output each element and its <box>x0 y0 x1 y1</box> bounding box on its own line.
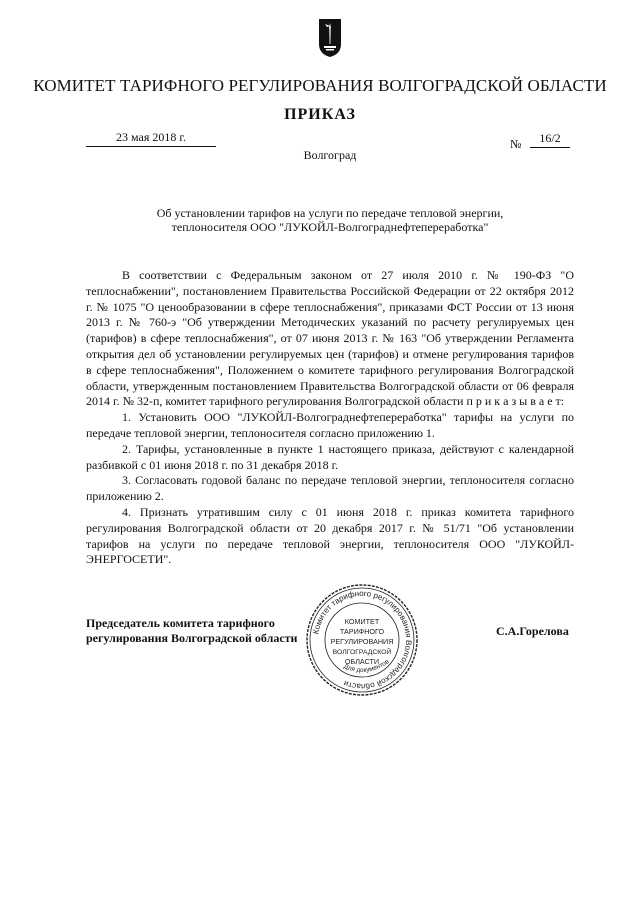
stamp-center-line-2: ТАРИФНОГО <box>339 627 385 636</box>
document-number: 16/2 <box>530 131 570 148</box>
document-number-label: № <box>510 137 522 151</box>
order-item-2: 2. Тарифы, установленные в пункте 1 настоящего приказа, действуют с календарной разбивкой с 01 июня 2018 г. по 31 декабря 2018 г. <box>86 441 574 472</box>
subject-line-1: Об установлении тарифов на услуги по передаче тепловой энергии, <box>156 206 504 220</box>
stamp-center-line-1: КОМИТЕТ <box>344 617 380 626</box>
stamp-ring-text: Комитет тарифного регулирования Волгоградской области <box>311 588 414 692</box>
document-city: Волгоград <box>303 148 357 162</box>
document-subject <box>130 206 530 234</box>
signatory-position <box>86 616 297 646</box>
signatory-name: С.А.Горелова <box>496 624 569 638</box>
order-item-1: 1. Установить ООО "ЛУКОЙЛ-Волгограднефтепереработка" тарифы на услуги по передаче тепловой энергии, теплоносителя согласно приложению 1. <box>86 410 574 440</box>
order-item-4: 4. Признать утратившим силу с 01 июня 2018 г. приказ комитета тарифного регулирования Волгоградской области от 20 декабря 2017 г. № 51/71 "Об установлении тарифов на услуги по передаче тепловой энергии, теплоносителя ООО "ЛУКОЙЛ-ЭНЕРГОСЕТИ". <box>86 504 574 567</box>
document-body <box>86 268 574 568</box>
organization-name: КОМИТЕТ ТАРИФНОГО РЕГУЛИРОВАНИЯ ВОЛГОГРАДСКОЙ ОБЛАСТИ <box>33 76 607 95</box>
document-type: ПРИКАЗ <box>284 106 356 123</box>
order-item-3: 3. Согласовать годовой баланс по передаче тепловой энергии, теплоносителя согласно приложению 2. <box>86 473 574 504</box>
stamp-center-line-3: РЕГУЛИРОВАНИЯ <box>330 637 394 646</box>
document-date: 23 мая 2018 г. <box>86 130 216 147</box>
stamp-bottom-text: Для документов <box>342 658 391 675</box>
subject-line-2: теплоносителя ООО "ЛУКОЙЛ-Волгограднефтепереработка" <box>171 220 489 234</box>
coat-of-arms-icon <box>318 18 342 58</box>
stamp-center-line-4: ВОЛГОГРАДСКОЙ <box>332 649 392 656</box>
signatory-position-line-2: регулирования Волгоградской области <box>86 631 298 645</box>
official-stamp <box>304 582 420 698</box>
preamble-paragraph: В соответствии с Федеральным законом от 27 июля 2010 г. № 190-ФЗ "О теплоснабжении", постановлением Правительства Российской Федерации от 22 октября 2012 г. № 1075 "О ценообразовании в сфере теплоснабжения", приказами ФСТ России от 13 июня 2013 г. № 760-э "Об утверждении Методических указаний по расчету регулируемых цен (тарифов) в сфере теплоснабжения", от 07 июня 2013 г. № 163 "Об утверждении Регламента открытия дел об установлении регулируемых цен (тарифов) и отмене регулирования тарифов в сфере теплоснабжения", Положением о комитете тарифного регулирования Волгоградской области, утвержденным постановлением Правительства Волгоградской области от 06 февраля 2014 г. № 32-п, комитет тарифного регулирования Волгоградской области п р и к а з ы в а е т: <box>86 268 574 409</box>
signatory-position-line-1: Председатель комитета тарифного <box>86 616 275 630</box>
stamp-center-line-5: ОБЛАСТИ <box>344 657 380 666</box>
